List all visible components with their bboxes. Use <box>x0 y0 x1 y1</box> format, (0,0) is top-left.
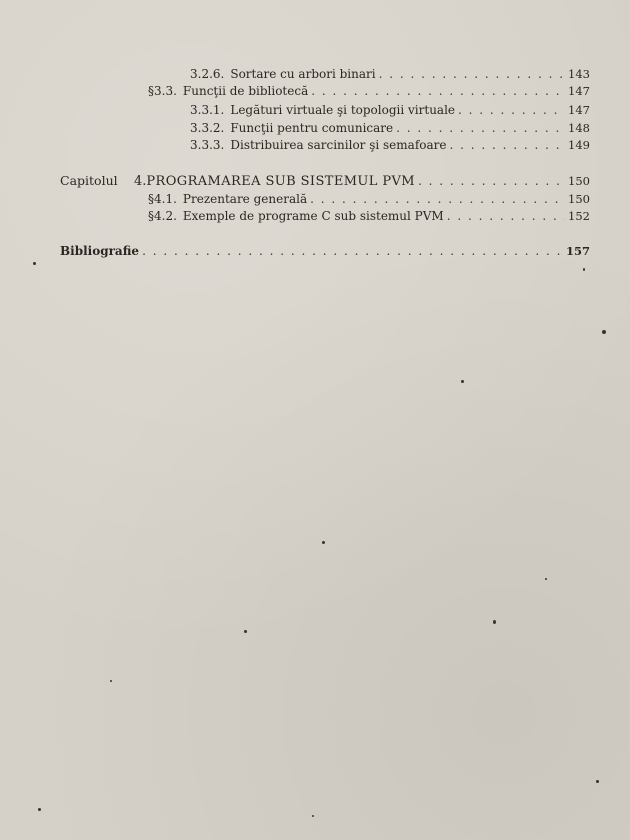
toc-title: Bibliografie <box>60 244 140 258</box>
paper-speck <box>596 780 599 783</box>
paper-speck <box>244 630 247 633</box>
toc-entry-4-2 <box>148 207 590 225</box>
toc-title: Prezentare generală <box>182 192 308 206</box>
paper-speck <box>110 680 112 682</box>
toc-page-number: 150 <box>568 174 590 188</box>
leader-dots <box>379 65 565 83</box>
leader-dots <box>418 172 565 190</box>
toc-entry-3-3-1 <box>190 101 590 119</box>
leader-dots <box>310 190 565 208</box>
leader-dots <box>396 119 565 137</box>
toc-page-number: 147 <box>568 84 590 98</box>
toc-number: 3.3.2. <box>190 121 225 135</box>
toc-page-number: 150 <box>568 192 590 206</box>
leader-dots <box>142 242 563 260</box>
leader-dots <box>449 136 565 154</box>
paper-speck <box>312 815 314 817</box>
toc-entry-4-1 <box>148 190 590 208</box>
toc-number: 3.3.1. <box>190 103 225 117</box>
leader-dots <box>447 207 565 225</box>
leader-dots <box>311 82 565 100</box>
toc-page-number: 149 <box>568 138 590 152</box>
toc-title: Funcţii pentru comunicare <box>230 121 394 135</box>
toc-title: Distribuirea sarcinilor şi semafoare <box>230 138 447 152</box>
toc-entry-3-3 <box>148 82 590 100</box>
toc-page-number: 147 <box>568 103 590 117</box>
toc-number: 3.2.6. <box>190 67 225 81</box>
toc-entry-3-3-3 <box>190 136 590 154</box>
toc-page-number: 143 <box>568 67 590 81</box>
toc-number: 3.3.3. <box>190 138 225 152</box>
paper-speck <box>602 330 606 334</box>
leader-dots <box>458 101 565 119</box>
toc-title: Exemple de programe C sub sistemul PVM <box>182 209 444 223</box>
paper-speck <box>33 262 36 265</box>
toc-entry-bibliografie <box>60 242 590 260</box>
paper-speck <box>545 578 547 580</box>
chapter-label: Capitolul <box>60 173 118 188</box>
chapter-title: PROGRAMAREA SUB SISTEMUL PVM <box>146 174 415 189</box>
toc-number: §3.3. <box>148 84 177 98</box>
chapter-number: 4. <box>134 174 147 189</box>
toc-entry-3-2-6 <box>190 65 590 83</box>
toc-title: Funcţii de bibliotecă <box>182 84 309 98</box>
toc-entry-3-3-2 <box>190 119 590 137</box>
paper-speck <box>38 808 41 811</box>
toc-title: Sortare cu arbori binari <box>230 67 376 81</box>
paper-speck <box>322 541 325 544</box>
paper-speck <box>493 620 496 624</box>
paper-speck <box>461 380 464 383</box>
toc-title: Legături virtuale şi topologii virtuale <box>230 103 456 117</box>
paper-speck <box>583 268 585 271</box>
toc-page-number: 152 <box>568 209 590 223</box>
toc-entry-chapter-4 <box>134 172 590 190</box>
toc-page-number: 157 <box>565 244 590 258</box>
toc-number: §4.2. <box>148 209 177 223</box>
toc-page-number: 148 <box>568 121 590 135</box>
toc-number: §4.1. <box>148 192 177 206</box>
